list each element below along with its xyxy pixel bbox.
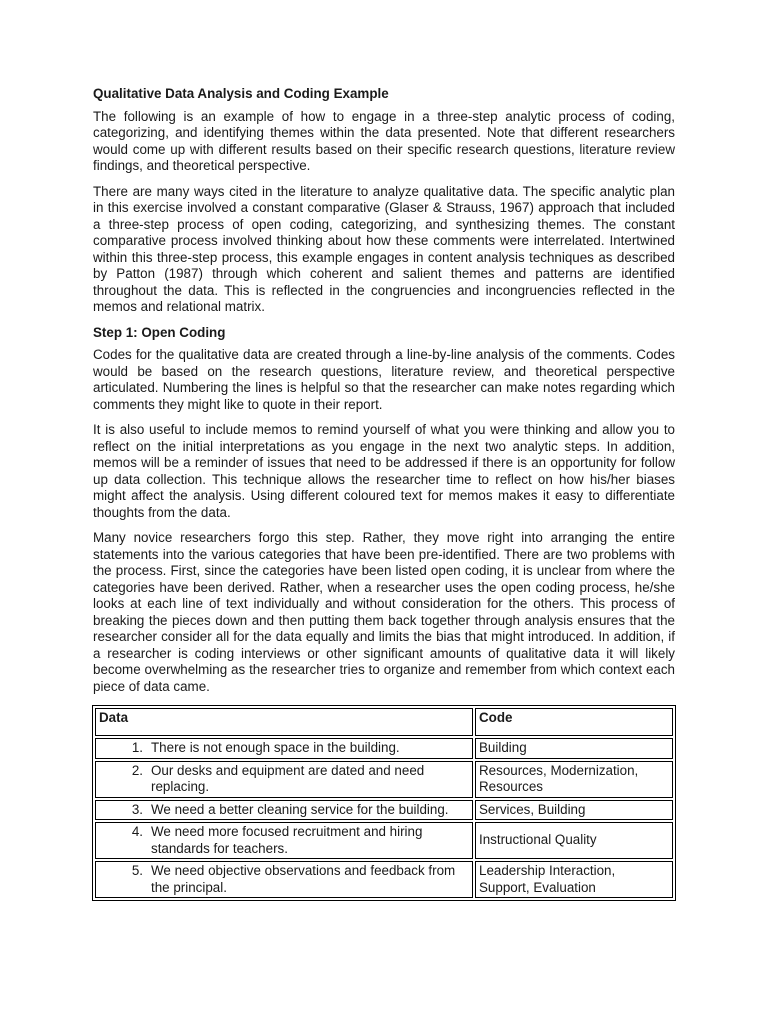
code-cell: Building bbox=[475, 738, 673, 759]
data-cell bbox=[95, 738, 473, 759]
row-number: 2. bbox=[131, 762, 143, 778]
data-cell bbox=[95, 861, 473, 898]
row-number: 3. bbox=[131, 801, 143, 817]
table-row bbox=[95, 861, 673, 898]
table-header-row bbox=[95, 708, 673, 736]
code-cell: Services, Building bbox=[475, 800, 673, 821]
code-cell: Leadership Interaction, Support, Evaluation bbox=[475, 861, 673, 898]
table-row bbox=[95, 761, 673, 798]
table-row bbox=[95, 822, 673, 859]
table-row bbox=[95, 800, 673, 821]
step1-heading: Step 1: Open Coding bbox=[93, 324, 226, 340]
row-data-text: There is not enough space in the building. bbox=[151, 740, 400, 755]
coding-table bbox=[92, 705, 676, 901]
header-code: Code bbox=[475, 708, 673, 736]
document-page bbox=[93, 86, 675, 901]
step1-paragraph-2: It is also useful to include memos to remind yourself of what you were thinking and allow you to reflect on the initial interpretations as you engage in the next two analytic steps. In addition, memos will be a reminder of issues that need to be addressed if there is an opportunity for follow up data collection. This technique allows the researcher time to reflect on how his/her biases might affect the analysis. Using different coloured text for memos makes it easy to differentiate thoughts from the data. bbox=[93, 422, 675, 520]
row-data-text: We need more focused recruitment and hiring standards for teachers. bbox=[151, 824, 423, 856]
row-data-text: Our desks and equipment are dated and need replacing. bbox=[151, 762, 425, 794]
code-cell: Instructional Quality bbox=[475, 822, 673, 859]
step1-paragraph-1: Codes for the qualitative data are created through a line-by-line analysis of the comments. Codes would be based on the research questions, literature review, and theoretical perspective articulated. Numbering the lines is helpful so that the researcher can make notes regarding which comments they might like to quote in their report. bbox=[93, 347, 675, 412]
data-cell bbox=[95, 822, 473, 859]
document-title: Qualitative Data Analysis and Coding Example bbox=[93, 86, 389, 101]
row-number: 5. bbox=[131, 863, 143, 878]
step1-paragraph-3: Many novice researchers forgo this step. Rather, they move right into arranging the entire statements into the various categories that have been pre-identified. There are two problems with the process. First, since the categories have been listed open coding, it is unclear from where the categories have been derived. Rather, when a researcher uses the open coding process, he/she looks at each line of text individually and without consideration for the others. This process of breaking the pieces down and then putting them back together through analysis ensures that the researcher consider all for the data equally and limits the bias that might introduced. In addition, if a researcher is coding interviews or other significant amounts of qualitative data it will likely become overwhelming as the researcher tries to organize and remember from which context each piece of data came. bbox=[93, 530, 675, 694]
header-data: Data bbox=[95, 708, 473, 736]
row-number: 1. bbox=[131, 740, 143, 755]
code-cell: Resources, Modernization, Resources bbox=[475, 761, 673, 798]
data-cell bbox=[95, 761, 473, 798]
row-number: 4. bbox=[131, 824, 143, 839]
intro-paragraph-2: There are many ways cited in the literature to analyze qualitative data. The specific analytic plan in this exercise involved a constant comparative (Glaser & Strauss, 1967) approach that included a three-step process of open coding, categorizing, and synthesizing themes. The constant comparative process involved thinking about how these comments were interrelated. Intertwined within this three-step process, this example engages in content analysis techniques as described by Patton (1987) through which coherent and salient themes and patterns are identified throughout the data. This is reflected in the congruencies and incongruencies reflected in the memos and relational matrix. bbox=[93, 183, 675, 314]
data-cell bbox=[95, 800, 473, 821]
row-data-text: We need objective observations and feedback from the principal. bbox=[151, 863, 456, 895]
intro-paragraph-1: The following is an example of how to engage in a three-step analytic process of coding, categorizing, and identifying themes within the data presented. Note that different researchers would come up with different results based on their specific research questions, literature review findings, and theoretical perspective. bbox=[93, 108, 675, 173]
row-data-text: We need a better cleaning service for the building. bbox=[151, 801, 449, 817]
table-row bbox=[95, 738, 673, 759]
